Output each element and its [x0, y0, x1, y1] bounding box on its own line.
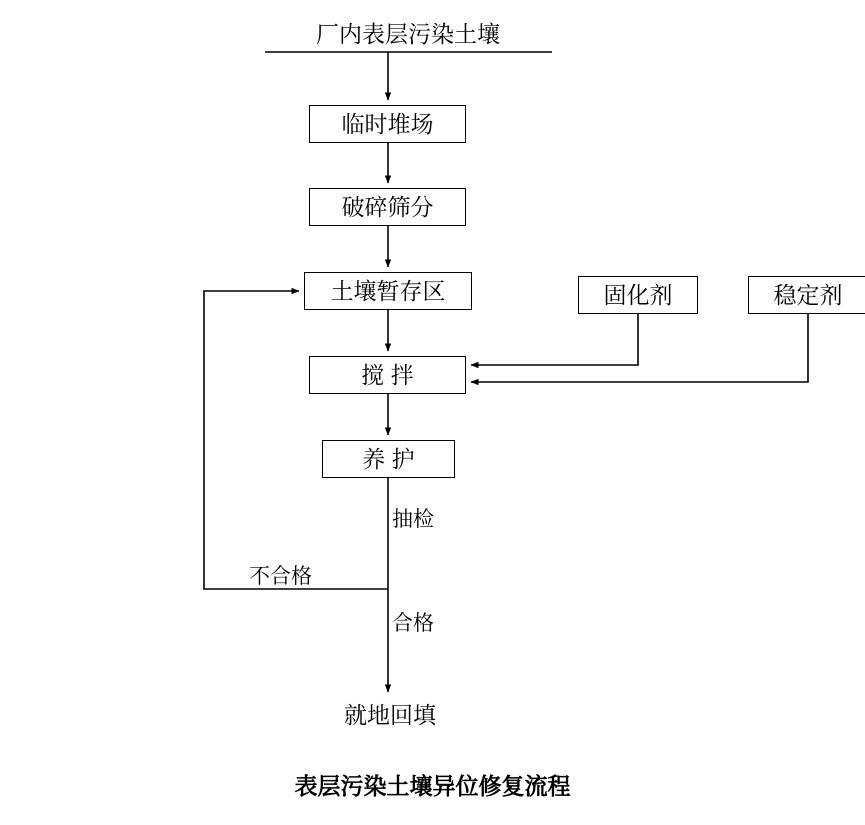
node-crushing-screening: 破碎筛分: [309, 188, 466, 226]
edge-label-sampling: 抽检: [392, 508, 434, 531]
node-solidifying-agent: 固化剂: [578, 276, 698, 314]
node-onsite-backfill: 就地回填: [344, 701, 436, 728]
node-stabilizing-agent: 稳定剂: [748, 276, 865, 314]
edge-label-qualified: 合格: [392, 612, 434, 635]
node-source: 厂内表层污染土壤: [316, 20, 500, 47]
node-temporary-stockpile: 临时堆场: [309, 105, 466, 143]
edge-solidifier-to-mix: [471, 314, 638, 365]
node-mixing: 搅 拌: [309, 356, 466, 394]
edge-label-unqualified: 不合格: [249, 565, 312, 588]
edge-stabilizer-to-mix: [471, 314, 808, 382]
node-curing: 养 护: [322, 440, 455, 478]
diagram-caption: 表层污染土壤异位修复流程: [294, 774, 571, 799]
node-soil-storage-area: 土壤暂存区: [304, 272, 472, 310]
